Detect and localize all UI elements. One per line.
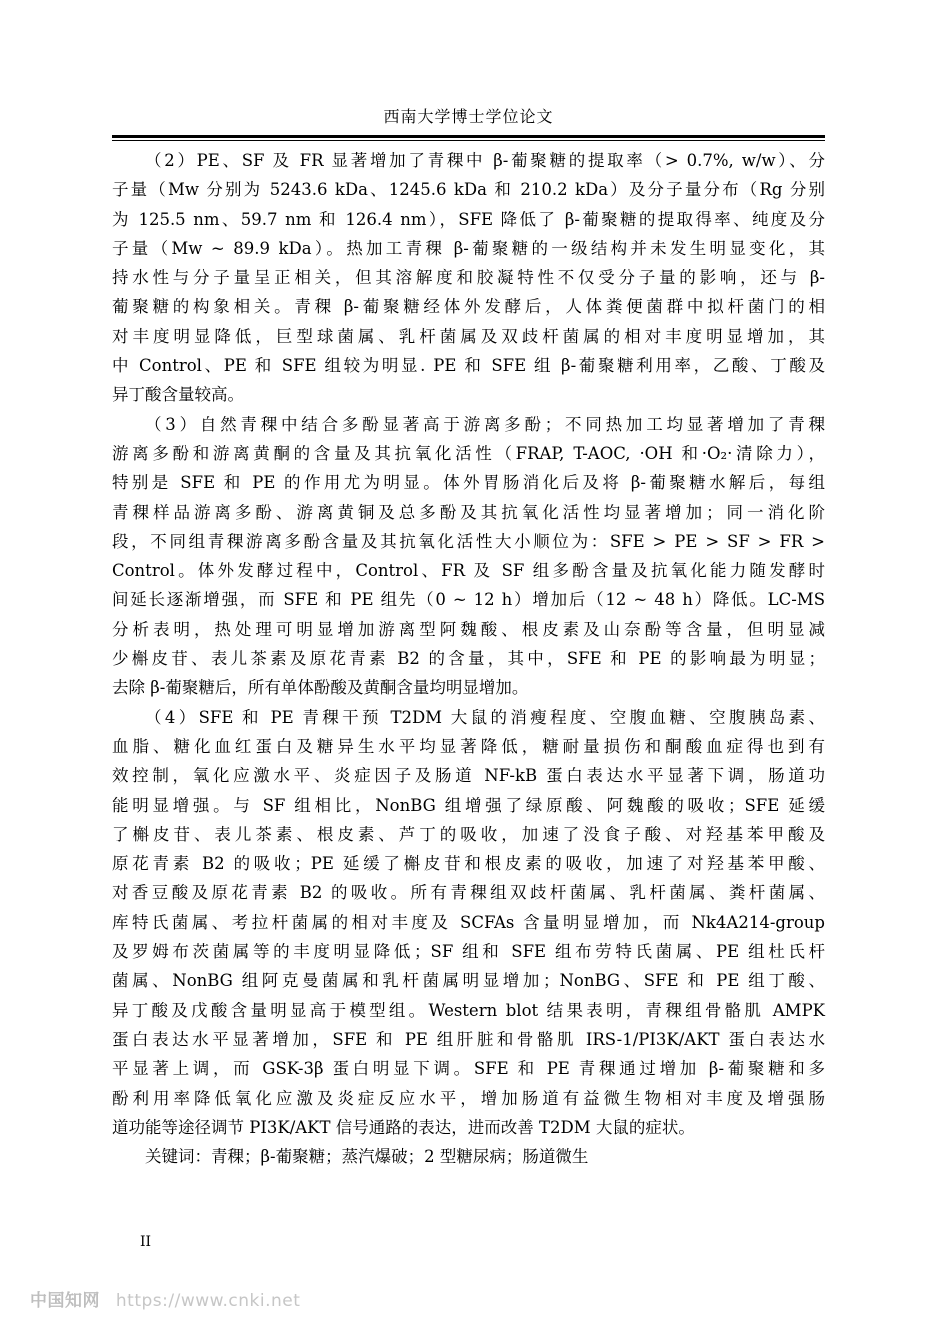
header-rule-thick — [112, 135, 825, 138]
text-line: 持水性与分子量呈正相关，但其溶解度和胶凝特性不仅受分子量的影响，还与 β- — [112, 268, 825, 288]
text-line: 特别是 SFE 和 PE 的作用尤为明显。体外胃肠消化后及将 β-葡聚糖水解后，每组 — [112, 473, 825, 493]
text-line: 异丁酸含量较高。 — [112, 385, 244, 405]
text-line: 去除 β-葡聚糖后，所有单体酚酸及黄酮含量均明显增加。 — [112, 678, 529, 698]
header-rule-thin — [112, 140, 825, 141]
text-line: 间延长逐渐增强，而 SFE 和 PE 组先（0 ~ 12 h）增加后（12 ~ 48 h）降低。LC-MS — [112, 590, 825, 610]
paragraph-3 — [112, 410, 825, 703]
text-line: 对丰度明显降低，巨型球菌属、乳杆菌属及双歧杆菌属的相对丰度明显增加，其 — [112, 326, 825, 346]
paragraph-4 — [112, 703, 825, 1142]
text-line: 段，不同组青稞游离多酚含量及其抗氧化活性大小顺位为：SFE > PE > SF > FR > — [112, 531, 825, 551]
text-line: 异丁酸及戊酸含量明显高于模型组。Western blot 结果表明，青稞组骨骼肌 AMPK — [112, 1000, 825, 1020]
page-number: II — [140, 1234, 152, 1250]
text-line: 葡聚糖的构象相关。青稞 β-葡聚糖经体外发酵后，人体粪便菌群中拟杆菌门的相 — [112, 297, 825, 317]
text-line: （2）PE、SF 及 FR 显著增加了青稞中 β-葡聚糖的提取率（> 0.7%, w/w）、分 — [145, 151, 825, 170]
text-line: 平显著上调，而 GSK-3β 蛋白明显下调。SFE 和 PE 青稞通过增加 β-葡聚糖和多 — [112, 1059, 825, 1079]
text-line: 为 125.5 nm、59.7 nm 和 126.4 nm），SFE 降低了 β-葡聚糖的提取得率、纯度及分 — [112, 209, 825, 229]
text-line: 血脂、糖化血红蛋白及糖异生水平均显著降低，糖耐量损伤和酮酸血症得也到有 — [112, 736, 825, 756]
body-text — [112, 146, 825, 1171]
text-line: 子量（Mw ~ 89.9 kDa）。热加工青稞 β-葡聚糖的一级结构并未发生明显变化，其 — [112, 238, 825, 258]
keywords-line — [112, 1142, 825, 1171]
text-line: Control。体外发酵过程中，Control、FR 及 SF 组多酚含量及抗氧化能力随发酵时 — [112, 561, 825, 581]
text-line: 游离多酚和游离黄酮的含量及其抗氧化活性（FRAP, T-AOC, ·OH 和·O₂·清除力）， — [112, 443, 825, 463]
text-line: （3）自然青稞中结合多酚显著高于游离多酚；不同热加工均显著增加了青稞 — [145, 414, 825, 434]
keywords-label: 关键词： — [145, 1147, 211, 1167]
text-line: 菌属、NonBG 组阿克曼菌属和乳杆菌属明显增加；NonBG、SFE 和 PE 组丁酸、 — [112, 971, 825, 991]
text-line: 能明显增强。与 SF 组相比，NonBG 组增强了绿原酸、阿魏酸的吸收；SFE 延缓 — [112, 795, 825, 815]
text-line: 酚利用率降低氧化应激及炎症反应水平，增加肠道有益微生物相对丰度及增强肠 — [112, 1088, 825, 1108]
keywords-text: 青稞；β-葡聚糖；蒸汽爆破；2 型糖尿病；肠道微生 — [211, 1147, 589, 1167]
text-line: 子量（Mw 分别为 5243.6 kDa、1245.6 kDa 和 210.2 kDa）及分子量分布（Rg 分别 — [112, 180, 825, 200]
text-line: 对香豆酸及原花青素 B2 的吸收。所有青稞组双歧杆菌属、乳杆菌属、粪杆菌属、 — [112, 883, 825, 903]
watermark-url: https://www.cnki.net — [115, 1291, 301, 1311]
text-line: 少槲皮苷、表儿茶素及原花青素 B2 的含量，其中，SFE 和 PE 的影响最为明显； — [112, 649, 825, 669]
paragraph-2 — [112, 146, 825, 410]
text-line: 效控制，氧化应激水平、炎症因子及肠道 NF-kB 蛋白表达水平显著下调，肠道功 — [112, 766, 825, 786]
watermark-brand: 中国知网 — [30, 1291, 100, 1311]
text-line: 分析表明，热处理可明显增加游离型阿魏酸、根皮素及山奈酚等含量，但明显减 — [112, 619, 825, 639]
text-line: 库特氏菌属、考拉杆菌属的相对丰度及 SCFAs 含量明显增加，而 Nk4A214-group — [112, 912, 825, 932]
text-line: （4）SFE 和 PE 青稞干预 T2DM 大鼠的消瘦程度、空腹血糖、空腹胰岛素、 — [145, 707, 825, 727]
text-line: 及罗姆布茨菌属等的丰度明显降低；SF 组和 SFE 组布劳特氏菌属、PE 组杜氏杆 — [112, 942, 825, 962]
page-header-title: 西南大学博士学位论文 — [383, 107, 554, 126]
text-line: 了槲皮苷、表儿茶素、根皮素、芦丁的吸收，加速了没食子酸、对羟基苯甲酸及 — [112, 824, 825, 844]
text-line: 蛋白表达水平显著增加，SFE 和 PE 组肝脏和骨骼肌 IRS-1/PI3K/AKT 蛋白表达水 — [112, 1029, 825, 1049]
text-line: 原花青素 B2 的吸收；PE 延缓了槲皮苷和根皮素的吸收，加速了对羟基苯甲酸、 — [112, 854, 825, 874]
text-line: 青稞样品游离多酚、游离黄铜及总多酚及其抗氧化活性均显著增加；同一消化阶 — [112, 502, 825, 522]
watermark — [30, 1286, 300, 1311]
text-line: 道功能等途径调节 PI3K/AKT 信号通路的表达，进而改善 T2DM 大鼠的症状。 — [112, 1117, 695, 1137]
text-line: 中 Control、PE 和 SFE 组较为明显. PE 和 SFE 组 β-葡聚糖利用率，乙酸、丁酸及 — [112, 356, 825, 376]
